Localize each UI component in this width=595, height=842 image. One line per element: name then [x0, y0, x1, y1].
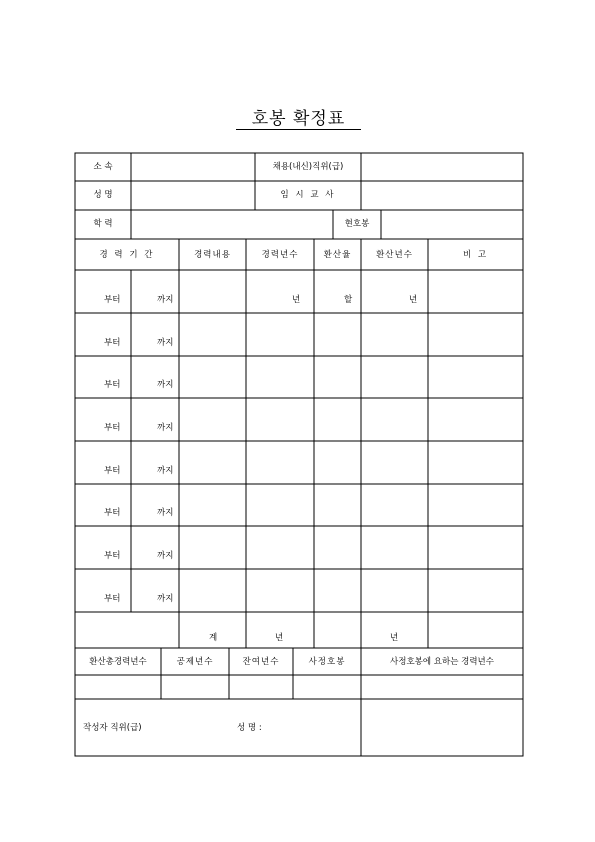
row-3-to-label: 까지 [157, 380, 174, 390]
remaining-years-label: 잔여년수 [242, 657, 280, 667]
education-label: 학 력 [93, 219, 113, 229]
column-header-years: 경력년수 [261, 250, 299, 260]
row-1-to-label: 까지 [157, 295, 174, 305]
deducted-years-label: 공제년수 [176, 657, 214, 667]
row-1-converted-year-unit: 년 [409, 295, 418, 305]
column-header-period: 경 력 기 간 [99, 250, 155, 260]
row-5-to-label: 까지 [157, 466, 174, 476]
affiliation-label: 소 속 [93, 162, 113, 172]
column-header-remarks: 비 고 [462, 250, 489, 260]
temp-teacher-label: 임 시 교 사 [280, 190, 336, 200]
row-2-from-label: 부터 [104, 338, 121, 348]
signature-name-label: 성 명 : [237, 723, 262, 733]
total-label: 계 [209, 633, 218, 643]
name-label: 성 명 [93, 190, 113, 200]
current-grade-label: 현호봉 [344, 219, 370, 229]
grade-determined-label: 사정호봉 [308, 657, 346, 667]
row-1-year-unit: 년 [292, 295, 301, 305]
writer-position-label: 작성자 직위(급) [83, 723, 142, 733]
required-years-label: 사정호봉에 요하는 경력년수 [390, 657, 494, 667]
column-header-rate: 환산율 [323, 250, 352, 260]
row-3-from-label: 부터 [104, 380, 121, 390]
row-8-from-label: 부터 [104, 594, 121, 604]
row-4-to-label: 까지 [157, 423, 174, 433]
position-label: 채용(내신)직위(급) [272, 162, 344, 172]
column-header-converted: 환산년수 [376, 250, 413, 260]
row-6-from-label: 부터 [104, 508, 121, 518]
row-2-to-label: 까지 [157, 338, 174, 348]
row-8-to-label: 까지 [157, 594, 174, 604]
total-year-unit: 년 [275, 633, 284, 643]
row-7-to-label: 까지 [157, 551, 174, 561]
row-7-from-label: 부터 [104, 551, 121, 561]
row-1-from-label: 부터 [104, 295, 121, 305]
document-title: 호봉 확정표 [251, 109, 346, 129]
column-header-content: 경력내용 [194, 250, 231, 260]
row-1-rate-unit: 할 [344, 295, 353, 305]
row-4-from-label: 부터 [104, 423, 121, 433]
row-5-from-label: 부터 [104, 466, 121, 476]
total-converted-year-unit: 년 [390, 633, 399, 643]
converted-total-years-label: 환산총경력년수 [89, 657, 147, 667]
row-6-to-label: 까지 [157, 508, 174, 518]
